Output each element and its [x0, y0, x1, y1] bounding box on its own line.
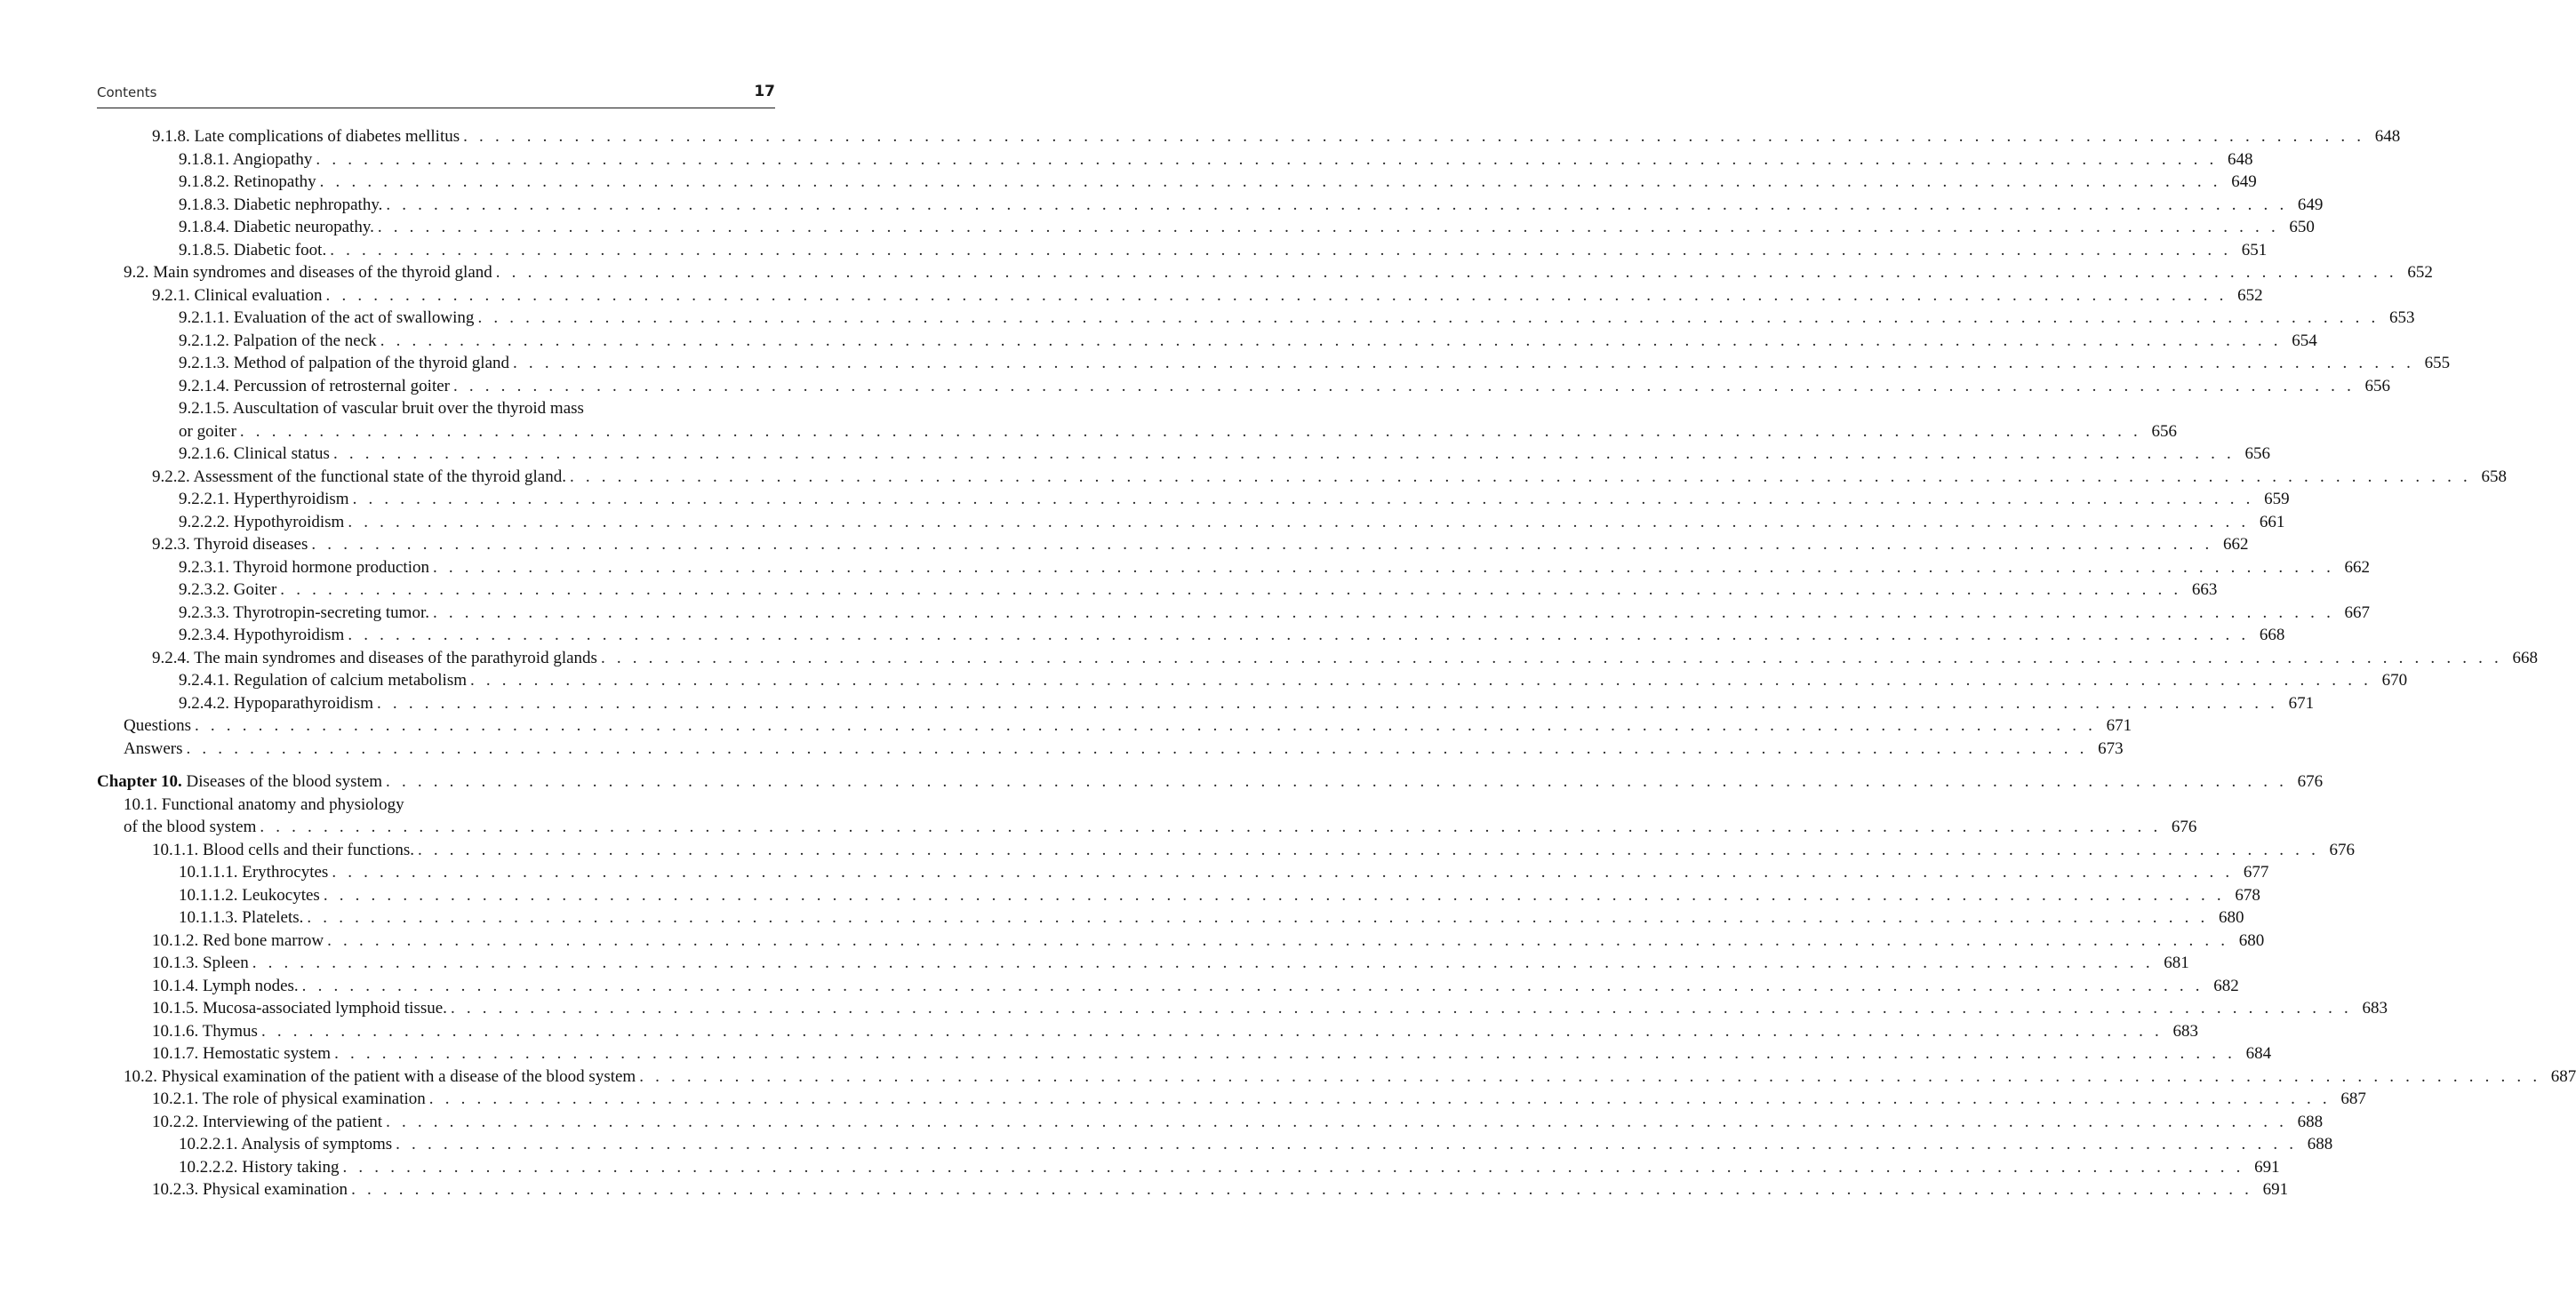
toc-entry-title [152, 839, 414, 862]
toc-entry-page: 651 [2241, 240, 2268, 259]
toc-entry-label: 10.2. Physical examination of the patient with a disease of the blood system [124, 1066, 636, 1086]
dot-leader: . . . . . . . . . . . . . . . . . . . . . . . . . . . . . . . . . . . . . . . . . . . . . . . . . . . . . . . . . . . . . . . . . . . . . . . . . . . . . . . . . . . . . . . . . . . . . . . . . . . . . . . . . . . . . . . . . . . . . . . . [428, 1089, 2331, 1108]
toc-entry-page: 676 [2297, 772, 2324, 791]
toc-entry [97, 125, 2401, 148]
dot-leader: . . . . . . . . . . . . . . . . . . . . . . . . . . . . . . . . . . . . . . . . . . . . . . . . . . . . . . . . . . . . . . . . . . . . . . . . . . . . . . . . . . . . . . . . . . . . . . . . . . . . . . . . . . . . . . . . . . . . . . . . [316, 149, 2218, 169]
toc-entry [97, 930, 2265, 953]
toc-entry-title [179, 194, 382, 217]
table-of-contents [97, 125, 2576, 1201]
dot-leader: . . . . . . . . . . . . . . . . . . . . . . . . . . . . . . . . . . . . . . . . . . . . . . . . . . . . . . . . . . . . . . . . . . . . . . . . . . . . . . . . . . . . . . . . . . . . . . . . . . . . . . . . . . . . . . . . . . . . . . . . [432, 557, 2335, 577]
toc-entry-label: 10.1.1.3. Platelets. [179, 908, 304, 927]
toc-entry-label: 9.2.2.2. Hypothyroidism [179, 512, 345, 531]
toc-entry-page: 676 [2171, 818, 2197, 836]
toc-entry-title [179, 488, 349, 511]
toc-entry [97, 624, 2285, 647]
toc-entry-title [152, 1088, 426, 1111]
toc-entry-label: 10.1. Functional anatomy and physiology [124, 794, 404, 814]
dot-leader: . . . . . . . . . . . . . . . . . . . . . . . . . . . . . . . . . . . . . . . . . . . . . . . . . . . . . . . . . . . . . . . . . . . . . . . . . . . . . . . . . . . . . . . . . . . . . . . . . . . . . . . . . . . . . . . . . . . . . . . . [311, 535, 2213, 554]
dot-leader: . . . . . . . . . . . . . . . . . . . . . . . . . . . . . . . . . . . . . . . . . . . . . . . . . . . . . . . . . . . . . . . . . . . . . . . . . . . . . . . . . . . . . . . . . . . . . . . . . . . . . . . . . . . . . . . . . . . . . . . . [252, 954, 2154, 972]
toc-entry-label: Questions [124, 716, 191, 735]
toc-entry-page: 663 [2191, 580, 2218, 599]
toc-entry-title [152, 1178, 348, 1201]
dot-leader: . . . . . . . . . . . . . . . . . . . . . . . . . . . . . . . . . . . . . . . . . . . . . . . . . . . . . . . . . . . . . . . . . . . . . . . . . . . . . . . . . . . . . . . . . . . . . . . . . . . . . . . . . . . . . . . . . . . . . . . . [325, 285, 2228, 305]
toc-entry-label: 9.1.8.4. Diabetic neuropathy. [179, 218, 374, 236]
toc-entry-title [179, 692, 373, 715]
toc-entry [97, 738, 2124, 761]
toc-entry-title [179, 216, 374, 239]
toc-entry [97, 239, 2268, 262]
toc-entry [97, 1133, 2333, 1156]
header-page-number: 17 [754, 83, 775, 100]
toc-entry-label: 9.2.2. Assessment of the functional state of the thyroid gland. [152, 467, 566, 486]
toc-entry [97, 602, 2371, 625]
toc-entry-label: 9.2.1.5. Auscultation of vascular bruit over the thyroid mass [179, 399, 584, 418]
toc-entry [97, 1088, 2366, 1111]
toc-entry-label: 9.2.1.3. Method of palpation of the thyroid gland [179, 354, 510, 372]
toc-entry-title [124, 261, 492, 284]
toc-entry-page: 691 [2262, 1180, 2289, 1199]
toc-entry [97, 884, 2260, 907]
dot-leader: . . . . . . . . . . . . . . . . . . . . . . . . . . . . . . . . . . . . . . . . . . . . . . . . . . . . . . . . . . . . . . . . . . . . . . . . . . . . . . . . . . . . . . . . . . . . . . . . . . . . . . . . . . . . . . . . . . . . . . . . [386, 772, 2288, 791]
toc-entry-page: 668 [2259, 626, 2285, 644]
toc-entry-label: 10.1.3. Spleen [152, 954, 249, 972]
toc-entry-page: 652 [2237, 285, 2263, 305]
toc-entry-title [152, 647, 597, 670]
toc-entry-label: 9.2.3.4. Hypothyroidism [179, 626, 345, 644]
toc-entry-page: 671 [2106, 716, 2132, 735]
toc-entry-title [97, 770, 382, 794]
dot-leader: . . . . . . . . . . . . . . . . . . . . . . . . . . . . . . . . . . . . . . . . . . . . . . . . . . . . . . . . . . . . . . . . . . . . . . . . . . . . . . . . . . . . . . . . . . . . . . . . . . . . . . . . . . . . . . . . . . . . . . . . [307, 908, 2209, 927]
toc-entry-label: 10.1.1.2. Leukocytes [179, 885, 320, 905]
toc-entry [97, 952, 2189, 975]
dot-leader: . . . . . . . . . . . . . . . . . . . . . . . . . . . . . . . . . . . . . . . . . . . . . . . . . . . . . . . . . . . . . . . . . . . . . . . . . . . . . . . . . . . . . . . . . . . . . . . . . . . . . . . . . . . . . . . . . . . . . . . . [351, 1180, 2253, 1199]
toc-entry-label: 9.1.8.1. Angiopathy [179, 149, 313, 169]
toc-entry-label: 9.2.3.1. Thyroid hormone production [179, 557, 429, 577]
toc-entry [97, 579, 2218, 602]
toc-entry-label: 9.2.1. Clinical evaluation [152, 285, 323, 305]
toc-entry-title [179, 352, 509, 375]
toc-entry-title [179, 906, 303, 930]
toc-entry-title [179, 307, 474, 330]
toc-entry [97, 861, 2269, 884]
dot-leader: . . . . . . . . . . . . . . . . . . . . . . . . . . . . . . . . . . . . . . . . . . . . . . . . . . . . . . . . . . . . . . . . . . . . . . . . . . . . . . . . . . . . . . . . . . . . . . . . . . . . . . . . . . . . . . . . . . . . . . . . [319, 172, 2221, 191]
toc-entry [97, 420, 2177, 443]
toc-entry-page: 680 [2218, 908, 2244, 927]
toc-entry-page: 649 [2297, 195, 2324, 214]
toc-entry-title [179, 884, 320, 907]
toc-entry-page: 667 [2344, 603, 2371, 622]
toc-entry [97, 647, 2538, 670]
toc-entry-title [179, 375, 450, 398]
dot-leader: . . . . . . . . . . . . . . . . . . . . . . . . . . . . . . . . . . . . . . . . . . . . . . . . . . . . . . . . . . . . . . . . . . . . . . . . . . . . . . . . . . . . . . . . . . . . . . . . . . . . . . . . . . . . . . . . . . . . . . . . [327, 930, 2229, 950]
toc-entry-title [179, 171, 316, 194]
dot-leader: . . . . . . . . . . . . . . . . . . . . . . . . . . . . . . . . . . . . . . . . . . . . . . . . . . . . . . . . . . . . . . . . . . . . . . . . . . . . . . . . . . . . . . . . . . . . . . . . . . . . . . . . . . . . . . . . . . . . . . . . [569, 467, 2472, 486]
toc-entry-page: 687 [2550, 1066, 2576, 1086]
toc-entry-page: 670 [2381, 671, 2408, 690]
toc-entry-page: 648 [2374, 127, 2401, 146]
dot-leader: . . . . . . . . . . . . . . . . . . . . . . . . . . . . . . . . . . . . . . . . . . . . . . . . . . . . . . . . . . . . . . . . . . . . . . . . . . . . . . . . . . . . . . . . . . . . . . . . . . . . . . . . . . . . . . . . . . . . . . . . [330, 240, 2232, 259]
toc-entry-label: 9.1.8.2. Retinopathy [179, 172, 316, 191]
toc-entry [97, 488, 2290, 511]
toc-entry-page: 688 [2307, 1135, 2333, 1153]
dot-leader: . . . . . . . . . . . . . . . . . . . . . . . . . . . . . . . . . . . . . . . . . . . . . . . . . . . . . . . . . . . . . . . . . . . . . . . . . . . . . . . . . . . . . . . . . . . . . . . . . . . . . . . . . . . . . . . . . . . . . . . . [452, 376, 2356, 395]
toc-entry-page: 658 [2481, 467, 2508, 486]
toc-entry-label: 9.2.4.2. Hypoparathyroidism [179, 693, 374, 713]
toc-entry-title [179, 1133, 392, 1156]
toc-entry-label: 10.1.6. Thymus [152, 1021, 258, 1041]
dot-leader: . . . . . . . . . . . . . . . . . . . . . . . . . . . . . . . . . . . . . . . . . . . . . . . . . . . . . . . . . . . . . . . . . . . . . . . . . . . . . . . . . . . . . . . . . . . . . . . . . . . . . . . . . . . . . . . . . . . . . . . . [332, 444, 2235, 463]
dot-leader: . . . . . . . . . . . . . . . . . . . . . . . . . . . . . . . . . . . . . . . . . . . . . . . . . . . . . . . . . . . . . . . . . . . . . . . . . . . . . . . . . . . . . . . . . . . . . . . . . . . . . . . . . . . . . . . . . . . . . . . . [342, 1157, 2244, 1177]
toc-entry-page: 676 [2329, 840, 2356, 859]
toc-entry-title [152, 930, 324, 953]
toc-entry-title [179, 861, 328, 884]
toc-entry [97, 1042, 2272, 1066]
toc-entry-label: 9.2.2.1. Hyperthyroidism [179, 490, 349, 508]
toc-entry-title [152, 466, 566, 489]
toc-entry-page: 688 [2297, 1112, 2324, 1131]
dot-leader: . . . . . . . . . . . . . . . . . . . . . . . . . . . . . . . . . . . . . . . . . . . . . . . . . . . . . . . . . . . . . . . . . . . . . . . . . . . . . . . . . . . . . . . . . . . . . . . . . . . . . . . . . . . . . . . . . . . . . . . . [386, 195, 2288, 214]
toc-entry-label: 10.1.1. Blood cells and their functions. [152, 840, 414, 859]
dot-leader: . . . . . . . . . . . . . . . . . . . . . . . . . . . . . . . . . . . . . . . . . . . . . . . . . . . . . . . . . . . . . . . . . . . . . . . . . . . . . . . . . . . . . . . . . . . . . . . . . . . . . . . . . . . . . . . . . . . . . . . . [280, 580, 2182, 599]
toc-entry-label: 9.2.1.6. Clinical status [179, 444, 330, 463]
toc-entry [97, 307, 2415, 330]
toc-entry-title [124, 816, 256, 839]
dot-leader: . . . . . . . . . . . . . . . . . . . . . . . . . . . . . . . . . . . . . . . . . . . . . . . . . . . . . . . . . . . . . . . . . . . . . . . . . . . . . . . . . . . . . . . . . . . . . . . . . . . . . . . . . . . . . . . . . . . . . . . . [380, 331, 2282, 350]
toc-entry [97, 216, 2315, 239]
toc-entry-title [124, 794, 404, 817]
toc-entry [97, 816, 2197, 839]
toc-entry-label: 9.2.3. Thyroid diseases [152, 535, 308, 554]
toc-entry-label: 9.1.8.5. Diabetic foot. [179, 240, 327, 259]
dot-leader: . . . . . . . . . . . . . . . . . . . . . . . . . . . . . . . . . . . . . . . . . . . . . . . . . . . . . . . . . . . . . . . . . . . . . . . . . . . . . . . . . . . . . . . . . . . . . . . . . . . . . . . . . . . . . . . . . . . . . . . . [495, 263, 2397, 282]
toc-entry-page: 683 [2362, 999, 2388, 1018]
toc-entry [97, 794, 775, 817]
toc-entry-title [152, 975, 299, 998]
toc-entry-title [152, 1020, 258, 1043]
toc-entry-label: 9.1.8.3. Diabetic nephropathy. [179, 195, 383, 214]
dot-leader: . . . . . . . . . . . . . . . . . . . . . . . . . . . . . . . . . . . . . . . . . . . . . . . . . . . . . . . . . . . . . . . . . . . . . . . . . . . . . . . . . . . . . . . . . . . . . . . . . . . . . . . . . . . . . . . . . . . . . . . . [417, 840, 2320, 859]
toc-entry-page: 656 [2364, 376, 2391, 395]
dot-leader: . . . . . . . . . . . . . . . . . . . . . . . . . . . . . . . . . . . . . . . . . . . . . . . . . . . . . . . . . . . . . . . . . . . . . . . . . . . . . . . . . . . . . . . . . . . . . . . . . . . . . . . . . . . . . . . . . . . . . . . . [477, 308, 2380, 327]
toc-entry [97, 692, 2315, 715]
toc-entry-title [179, 239, 326, 262]
toc-entry-page: 684 [2245, 1044, 2272, 1063]
toc-entry-label: 10.2.2.1. Analysis of symptoms [179, 1135, 393, 1153]
toc-entry [97, 375, 2391, 398]
toc-entry-label: 10.2.2.2. History taking [179, 1157, 340, 1177]
dot-leader: . . . . . . . . . . . . . . . . . . . . . . . . . . . . . . . . . . . . . . . . . . . . . . . . . . . . . . . . . . . . . . . . . . . . . . . . . . . . . . . . . . . . . . . . . . . . . . . . . . . . . . . . . . . . . . . . . . . . . . . . [332, 863, 2234, 882]
toc-entry-page: 677 [2243, 863, 2269, 882]
toc-entry-title [179, 556, 429, 579]
toc-entry [97, 1020, 2198, 1043]
toc-entry-title [179, 1156, 340, 1179]
toc-entry-label: Diseases of the blood system [181, 772, 383, 791]
toc-entry-label: of the blood system [124, 818, 257, 836]
dot-leader: . . . . . . . . . . . . . . . . . . . . . . . . . . . . . . . . . . . . . . . . . . . . . . . . . . . . . . . . . . . . . . . . . . . . . . . . . . . . . . . . . . . . . . . . . . . . . . . . . . . . . . . . . . . . . . . . . . . . . . . . [432, 603, 2335, 622]
toc-entry-label: Answers [124, 738, 183, 758]
toc-entry [97, 261, 2433, 284]
running-header [97, 82, 775, 108]
toc-entry-label: 10.1.5. Mucosa-associated lymphoid tissue. [152, 999, 447, 1018]
toc-entry [97, 1156, 2280, 1179]
dot-leader: . . . . . . . . . . . . . . . . . . . . . . . . . . . . . . . . . . . . . . . . . . . . . . . . . . . . . . . . . . . . . . . . . . . . . . . . . . . . . . . . . . . . . . . . . . . . . . . . . . . . . . . . . . . . . . . . . . . . . . . . [186, 738, 2088, 758]
toc-entry-title [124, 714, 191, 738]
toc-entry-page: 648 [2227, 149, 2253, 169]
dot-leader: . . . . . . . . . . . . . . . . . . . . . . . . . . . . . . . . . . . . . . . . . . . . . . . . . . . . . . . . . . . . . . . . . . . . . . . . . . . . . . . . . . . . . . . . . . . . . . . . . . . . . . . . . . . . . . . . . . . . . . . . [260, 818, 2162, 836]
dot-leader: . . . . . . . . . . . . . . . . . . . . . . . . . . . . . . . . . . . . . . . . . . . . . . . . . . . . . . . . . . . . . . . . . . . . . . . . . . . . . . . . . . . . . . . . . . . . . . . . . . . . . . . . . . . . . . . . . . . . . . . . [334, 1044, 2236, 1063]
toc-entry [97, 466, 2508, 489]
toc-entry-page: 671 [2288, 693, 2315, 713]
dot-leader: . . . . . . . . . . . . . . . . . . . . . . . . . . . . . . . . . . . . . . . . . . . . . . . . . . . . . . . . . . . . . . . . . . . . . . . . . . . . . . . . . . . . . . . . . . . . . . . . . . . . . . . . . . . . . . . . . . . . . . . . [195, 716, 2097, 735]
toc-entry [97, 1178, 2289, 1201]
toc-entry-page: 655 [2424, 354, 2451, 372]
toc-entry-label: 9.1.8. Late complications of diabetes mellitus [152, 127, 460, 146]
dot-leader: . . . . . . . . . . . . . . . . . . . . . . . . . . . . . . . . . . . . . . . . . . . . . . . . . . . . . . . . . . . . . . . . . . . . . . . . . . . . . . . . . . . . . . . . . . . . . . . . . . . . . . . . . . . . . . . . . . . . . . . . [639, 1066, 2541, 1086]
toc-entry [97, 1111, 2324, 1134]
toc-entry [97, 975, 2239, 998]
dot-leader: . . . . . . . . . . . . . . . . . . . . . . . . . . . . . . . . . . . . . . . . . . . . . . . . . . . . . . . . . . . . . . . . . . . . . . . . . . . . . . . . . . . . . . . . . . . . . . . . . . . . . . . . . . . . . . . . . . . . . . . . [239, 421, 2141, 441]
toc-entry-page: 652 [2407, 263, 2433, 282]
toc-entry-page: 673 [2098, 738, 2124, 758]
toc-entry-label: 9.2.3.3. Thyrotropin-secreting tumor. [179, 603, 429, 622]
toc-entry-label: 9.2.4.1. Regulation of calcium metabolism [179, 671, 467, 690]
toc-entry-label: 10.2.2. Interviewing of the patient [152, 1112, 383, 1131]
header-title: Contents [97, 84, 157, 100]
dot-leader: . . . . . . . . . . . . . . . . . . . . . . . . . . . . . . . . . . . . . . . . . . . . . . . . . . . . . . . . . . . . . . . . . . . . . . . . . . . . . . . . . . . . . . . . . . . . . . . . . . . . . . . . . . . . . . . . . . . . . . . . [377, 693, 2279, 713]
toc-entry-label: or goiter [179, 421, 236, 441]
toc-entry-label: 10.2.3. Physical examination [152, 1180, 348, 1199]
toc-entry-title [124, 1066, 636, 1089]
toc-entry-label: 9.2. Main syndromes and diseases of the thyroid gland [124, 263, 492, 282]
toc-entry-title [152, 284, 323, 307]
toc-entry [97, 906, 2244, 930]
dot-leader: . . . . . . . . . . . . . . . . . . . . . . . . . . . . . . . . . . . . . . . . . . . . . . . . . . . . . . . . . . . . . . . . . . . . . . . . . . . . . . . . . . . . . . . . . . . . . . . . . . . . . . . . . . . . . . . . . . . . . . . . [260, 1021, 2163, 1041]
toc-entry-title [179, 602, 429, 625]
toc-entry [97, 194, 2324, 217]
toc-entry-title [152, 997, 447, 1020]
toc-entry-label: 10.1.1.1. Erythrocytes [179, 863, 329, 882]
toc-entry [97, 839, 2356, 862]
toc-entry-title [124, 738, 183, 761]
toc-entry-label: 10.2.1. The role of physical examination [152, 1089, 426, 1108]
toc-entry-title [179, 579, 276, 602]
toc-entry-label: 9.2.1.1. Evaluation of the act of swallowing [179, 308, 475, 327]
toc-entry-label: 9.2.1.2. Palpation of the neck [179, 331, 377, 350]
toc-entry [97, 397, 775, 420]
toc-entry-label: 10.1.4. Lymph nodes. [152, 976, 299, 995]
toc-entry-label: 10.1.7. Hemostatic system [152, 1044, 332, 1063]
toc-entry-page: 650 [2289, 218, 2315, 236]
toc-entry [97, 770, 2324, 794]
toc-entry [97, 284, 2263, 307]
toc-entry [97, 1066, 2576, 1089]
toc-entry-label: 9.2.3.2. Goiter [179, 580, 277, 599]
toc-entry-page: 653 [2389, 308, 2415, 327]
dot-leader: . . . . . . . . . . . . . . . . . . . . . . . . . . . . . . . . . . . . . . . . . . . . . . . . . . . . . . . . . . . . . . . . . . . . . . . . . . . . . . . . . . . . . . . . . . . . . . . . . . . . . . . . . . . . . . . . . . . . . . . . [470, 671, 2372, 690]
toc-entry-page: 683 [2172, 1021, 2198, 1041]
toc-entry-title [179, 443, 330, 466]
dot-leader: . . . . . . . . . . . . . . . . . . . . . . . . . . . . . . . . . . . . . . . . . . . . . . . . . . . . . . . . . . . . . . . . . . . . . . . . . . . . . . . . . . . . . . . . . . . . . . . . . . . . . . . . . . . . . . . . . . . . . . . . [377, 218, 2279, 236]
dot-leader: . . . . . . . . . . . . . . . . . . . . . . . . . . . . . . . . . . . . . . . . . . . . . . . . . . . . . . . . . . . . . . . . . . . . . . . . . . . . . . . . . . . . . . . . . . . . . . . . . . . . . . . . . . . . . . . . . . . . . . . . [450, 999, 2352, 1018]
toc-entry-title [179, 420, 236, 443]
dot-leader: . . . . . . . . . . . . . . . . . . . . . . . . . . . . . . . . . . . . . . . . . . . . . . . . . . . . . . . . . . . . . . . . . . . . . . . . . . . . . . . . . . . . . . . . . . . . . . . . . . . . . . . . . . . . . . . . . . . . . . . . [396, 1135, 2298, 1153]
toc-entry-title [179, 397, 584, 420]
dot-leader: . . . . . . . . . . . . . . . . . . . . . . . . . . . . . . . . . . . . . . . . . . . . . . . . . . . . . . . . . . . . . . . . . . . . . . . . . . . . . . . . . . . . . . . . . . . . . . . . . . . . . . . . . . . . . . . . . . . . . . . . [301, 976, 2204, 995]
toc-entry-label: 9.2.4. The main syndromes and diseases of the parathyroid glands [152, 648, 597, 667]
toc-entry-page: 661 [2259, 512, 2285, 531]
toc-entry-title [179, 511, 344, 534]
toc-entry-page: 681 [2164, 954, 2189, 972]
toc-entry-title [179, 330, 377, 353]
toc-entry-page: 654 [2292, 331, 2317, 350]
toc-entry-title [152, 533, 308, 556]
toc-entry-title [152, 1042, 331, 1066]
toc-entry-title [152, 1111, 382, 1134]
toc-entry [97, 352, 2451, 375]
toc-entry [97, 171, 2257, 194]
toc-entry [97, 714, 2132, 738]
toc-entry-title [152, 952, 249, 975]
dot-leader: . . . . . . . . . . . . . . . . . . . . . . . . . . . . . . . . . . . . . . . . . . . . . . . . . . . . . . . . . . . . . . . . . . . . . . . . . . . . . . . . . . . . . . . . . . . . . . . . . . . . . . . . . . . . . . . . . . . . . . . . [386, 1112, 2288, 1131]
dot-leader: . . . . . . . . . . . . . . . . . . . . . . . . . . . . . . . . . . . . . . . . . . . . . . . . . . . . . . . . . . . . . . . . . . . . . . . . . . . . . . . . . . . . . . . . . . . . . . . . . . . . . . . . . . . . . . . . . . . . . . . . [513, 354, 2415, 372]
toc-entry [97, 533, 2249, 556]
toc-entry-page: 656 [2151, 421, 2177, 441]
toc-entry-label: 9.2.1.4. Percussion of retrosternal goiter [179, 376, 450, 395]
toc-entry-page: 649 [2231, 172, 2257, 191]
toc-entry-page: 662 [2344, 557, 2371, 577]
toc-entry-page: 682 [2213, 976, 2239, 995]
toc-entry [97, 330, 2317, 353]
toc-entry-title [152, 125, 460, 148]
toc-entry [97, 669, 2408, 692]
toc-entry-page: 659 [2264, 490, 2290, 508]
toc-entry-title [179, 148, 312, 172]
toc-entry [97, 556, 2371, 579]
toc-entry-page: 678 [2235, 885, 2260, 905]
dot-leader: . . . . . . . . . . . . . . . . . . . . . . . . . . . . . . . . . . . . . . . . . . . . . . . . . . . . . . . . . . . . . . . . . . . . . . . . . . . . . . . . . . . . . . . . . . . . . . . . . . . . . . . . . . . . . . . . . . . . . . . . [463, 127, 2365, 146]
toc-entry-page: 680 [2238, 930, 2265, 950]
toc-entry-page: 687 [2340, 1089, 2366, 1108]
toc-entry-title [179, 624, 344, 647]
toc-entry-page: 668 [2512, 648, 2538, 667]
dot-leader: . . . . . . . . . . . . . . . . . . . . . . . . . . . . . . . . . . . . . . . . . . . . . . . . . . . . . . . . . . . . . . . . . . . . . . . . . . . . . . . . . . . . . . . . . . . . . . . . . . . . . . . . . . . . . . . . . . . . . . . . [352, 490, 2254, 508]
chapter-label: Chapter 10. [97, 772, 182, 791]
toc-entry-page: 656 [2244, 444, 2270, 463]
toc-entry [97, 511, 2285, 534]
dot-leader: . . . . . . . . . . . . . . . . . . . . . . . . . . . . . . . . . . . . . . . . . . . . . . . . . . . . . . . . . . . . . . . . . . . . . . . . . . . . . . . . . . . . . . . . . . . . . . . . . . . . . . . . . . . . . . . . . . . . . . . . [600, 648, 2502, 667]
toc-entry [97, 443, 2270, 466]
dot-leader: . . . . . . . . . . . . . . . . . . . . . . . . . . . . . . . . . . . . . . . . . . . . . . . . . . . . . . . . . . . . . . . . . . . . . . . . . . . . . . . . . . . . . . . . . . . . . . . . . . . . . . . . . . . . . . . . . . . . . . . . [348, 626, 2250, 644]
dot-leader: . . . . . . . . . . . . . . . . . . . . . . . . . . . . . . . . . . . . . . . . . . . . . . . . . . . . . . . . . . . . . . . . . . . . . . . . . . . . . . . . . . . . . . . . . . . . . . . . . . . . . . . . . . . . . . . . . . . . . . . . [348, 512, 2250, 531]
toc-entry-title [179, 669, 467, 692]
toc-entry [97, 997, 2388, 1020]
dot-leader: . . . . . . . . . . . . . . . . . . . . . . . . . . . . . . . . . . . . . . . . . . . . . . . . . . . . . . . . . . . . . . . . . . . . . . . . . . . . . . . . . . . . . . . . . . . . . . . . . . . . . . . . . . . . . . . . . . . . . . . . [323, 885, 2225, 905]
toc-entry-page: 662 [2222, 535, 2249, 554]
toc-entry-label: 10.1.2. Red bone marrow [152, 930, 324, 950]
toc-entry-page: 691 [2254, 1157, 2280, 1177]
toc-entry [97, 148, 2253, 172]
